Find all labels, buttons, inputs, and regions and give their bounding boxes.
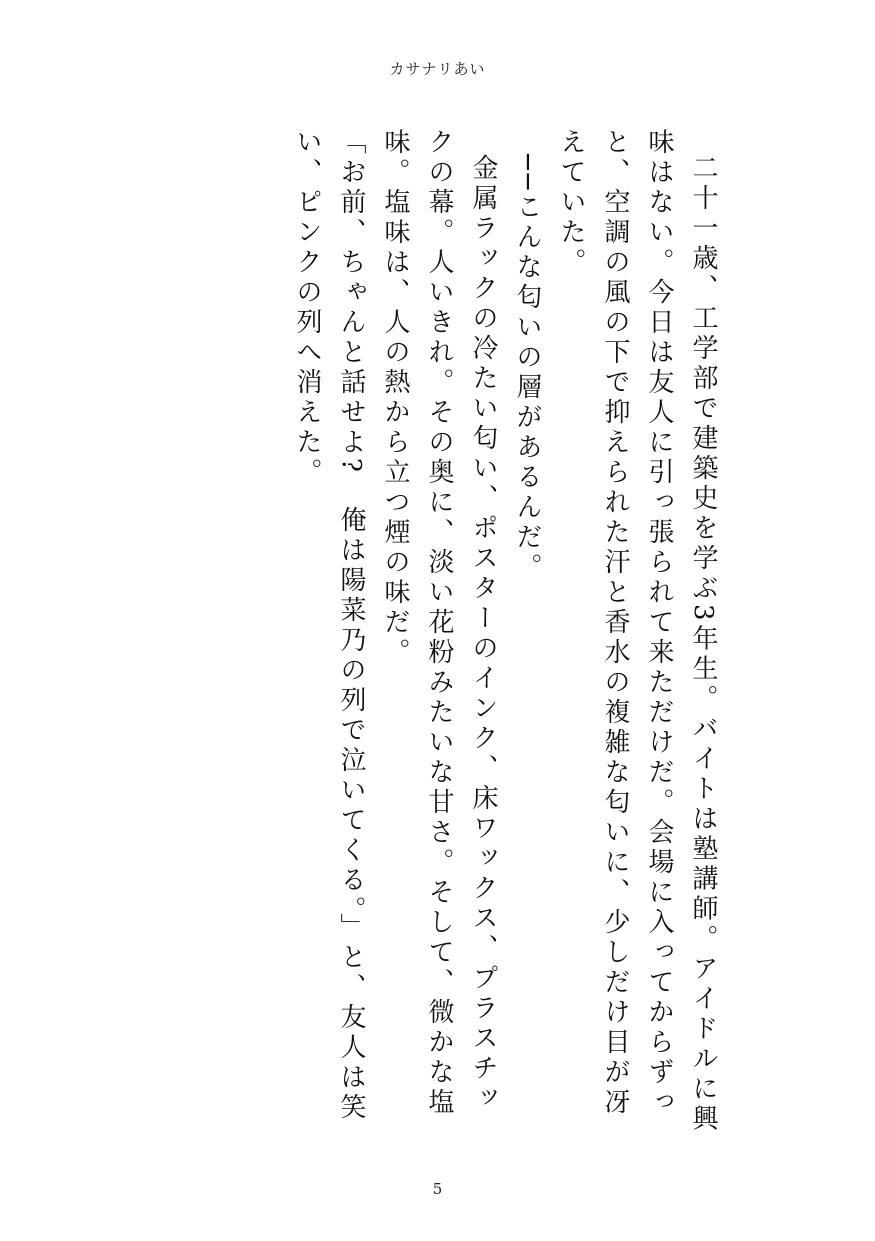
paragraph-intro: 二十一歳、工学部で建築史を学ぶ3年生。バイトは塾講師。アイドルに興味はない。今日は友人に引っ張られて来ただけだ。会場に入ってからずっと、空調の風の下で抑えられた汗と香水の複雑な匂いに、少しだけ目が冴えていた。 bbox=[556, 128, 718, 1135]
vertical-body-text bbox=[285, 128, 725, 1138]
paragraph-thought: ──こんな匂いの層があるんだ。 bbox=[512, 154, 542, 584]
page-header-author: カサナリあい bbox=[389, 60, 486, 78]
page-number: 5 bbox=[432, 1180, 443, 1198]
paragraph-dialogue: 「お前、ちゃんと話せよ? 俺は陽菜乃の列で泣いてくる。」と、友人は笑い、ピンクの列へ消えた。 bbox=[292, 128, 366, 1123]
paragraph-smells: 金属ラックの冷たい匂い、ポスターのインク、床ワックス、プラスチックの幕。人いきれ。その奥に、淡い花粉みたいな甘さ。そして、微かな塩味。塩味は、人の熱から立つ煙の味だ。 bbox=[380, 128, 498, 1118]
